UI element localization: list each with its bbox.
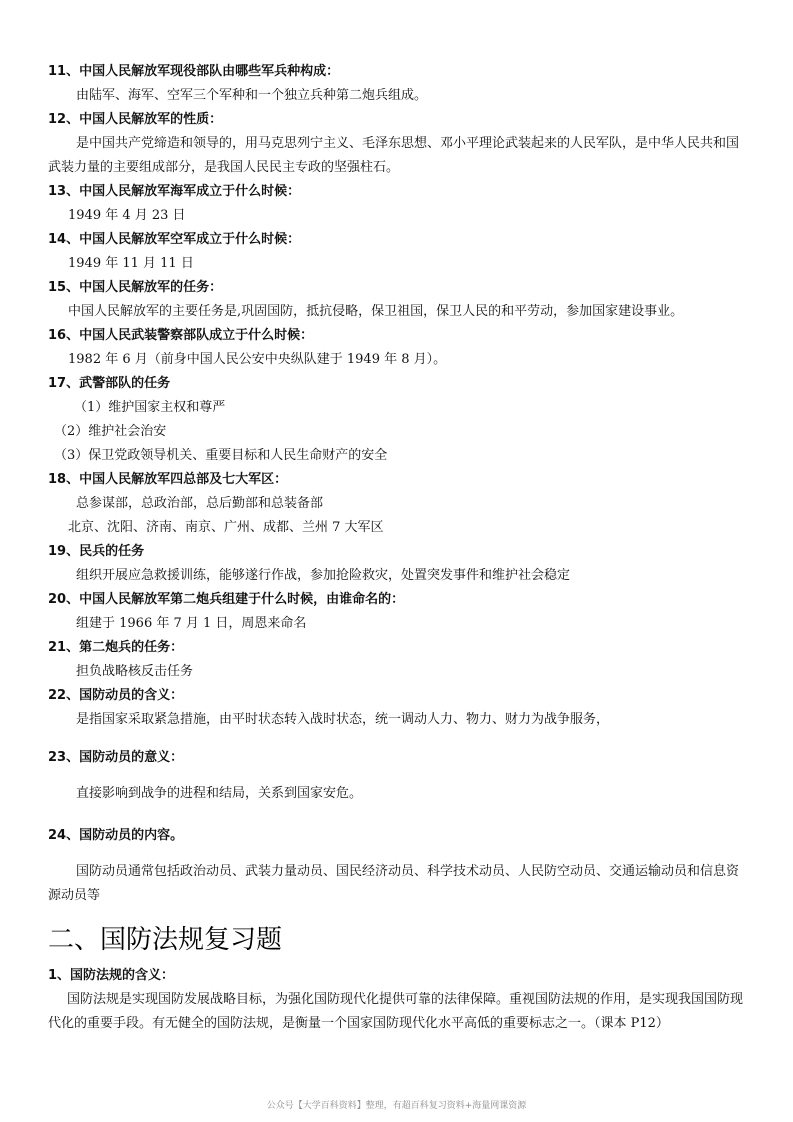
question-16: 16、中国人民武装警察部队成立于什么时候： — [48, 328, 314, 343]
question-24: 24、国防动员的内容。 — [48, 828, 184, 843]
answer-17-line-1: （1）维护国家主权和尊严 — [74, 400, 226, 415]
question-18: 18、中国人民解放军四总部及七大军区： — [48, 472, 288, 487]
answer-23: 直接影响到战争的进程和结局，关系到国家安危。 — [76, 786, 363, 801]
answer-24: 国防动员通常包括政治动员、武装力量动员、国民经济动员、科学技术动员、人民防空动员、交通运输动员和信息资源动员等 — [48, 864, 740, 903]
answer-17-line-2: （2）维护社会治安 — [54, 424, 167, 439]
question-14: 14、中国人民解放军空军成立于什么时候： — [48, 232, 301, 247]
page-footer: 公众号【大学百科资料】整理，有超百科复习资料+海量网课资源 — [266, 1101, 527, 1111]
answer-22: 是指国家采取紧急措施，由平时状态转入战时状态，统一调动人力、物力、财力为战争服务， — [76, 712, 610, 727]
answer-12: 是中国共产党缔造和领导的，用马克思列宁主义、毛泽东思想、邓小平理论武装起来的人民军队，是中华人民共和国武装力量的主要组成部分，是我国人民民主专政的坚强柱石。 — [48, 136, 740, 175]
question-15: 15、中国人民解放军的任务： — [48, 280, 223, 295]
question-11: 11、中国人民解放军现役部队由哪些军兵种构成： — [48, 64, 340, 79]
answer-17-line-3: （3）保卫党政领导机关、重要目标和人民生命财产的安全 — [54, 448, 388, 463]
question-12: 12、中国人民解放军的性质： — [48, 112, 223, 127]
answer-11: 由陆军、海军、空军三个军种和一个独立兵种第二炮兵组成。 — [76, 88, 428, 103]
answer-18-line-2: 北京、沈阳、济南、南京、广州、成都、兰州 7 大军区 — [68, 520, 384, 535]
section2-question-1: 1、国防法规的含义： — [48, 968, 175, 983]
answer-18-line-1: 总参谋部，总政治部，总后勤部和总装备部 — [76, 496, 324, 511]
answer-20: 组建于 1966 年 7 月 1 日，周恩来命名 — [76, 616, 307, 631]
question-21: 21、第二炮兵的任务： — [48, 640, 184, 655]
section2-answer-1: 国防法规是实现国防发展战略目标，为强化国防现代化提供可靠的法律保障。重视国防法规的作用，是实现我国国防现代化的重要手段。有无健全的国防法规，是衡量一个国家国防现代化水平高低的重要标志之一。（课本 P12） — [48, 992, 744, 1031]
answer-21: 担负战略核反击任务 — [76, 664, 194, 679]
question-23: 23、国防动员的意义： — [48, 750, 184, 765]
question-22: 22、国防动员的含义： — [48, 688, 184, 703]
answer-16: 1982 年 6 月（前身中国人民公安中央纵队建于 1949 年 8 月）。 — [68, 352, 447, 367]
question-20: 20、中国人民解放军第二炮兵组建于什么时候，由谁命名的： — [48, 592, 405, 607]
question-17: 17、武警部队的任务 — [48, 376, 171, 391]
answer-13: 1949 年 4 月 23 日 — [68, 208, 186, 223]
answer-19: 组织开展应急救援训练，能够遂行作战，参加抢险救灾，处置突发事件和维护社会稳定 — [76, 568, 571, 583]
answer-15: 中国人民解放军的主要任务是,巩固国防，抵抗侵略，保卫祖国，保卫人民的和平劳动，参加国家建设事业。 — [68, 304, 684, 319]
question-19: 19、民兵的任务 — [48, 544, 145, 559]
question-13: 13、中国人民解放军海军成立于什么时候： — [48, 184, 301, 199]
answer-14: 1949 年 11 月 11 日 — [68, 256, 194, 271]
section-heading: 二、国防法规复习题 — [48, 925, 283, 955]
document-page — [48, 60, 748, 1036]
